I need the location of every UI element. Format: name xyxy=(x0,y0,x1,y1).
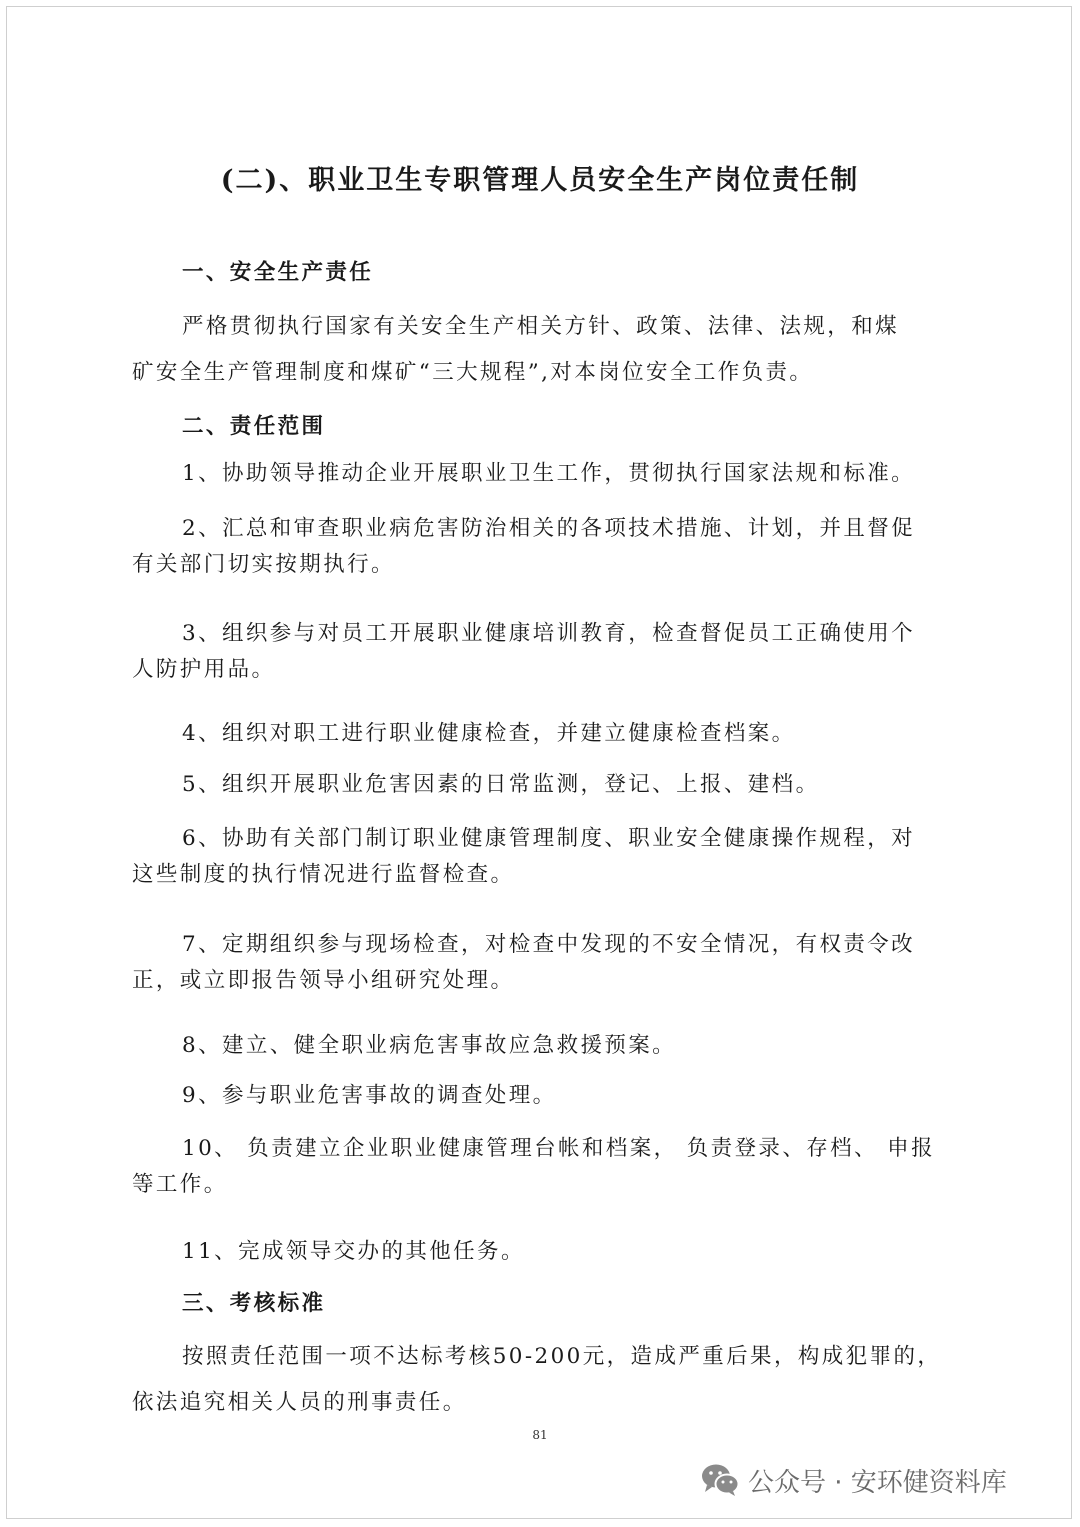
list-item-7: 7、定期组织参与现场检查，对检查中发现的不安全情况，有权责令改 xyxy=(182,932,916,957)
section-heading-3: 三、考核标准 xyxy=(182,1291,326,1316)
list-item-10-continued: 等工作。 xyxy=(132,1172,228,1197)
page-title: (二)、职业卫生专职管理人员安全生产岗位责任制 xyxy=(220,165,860,196)
paragraph-line: 按照责任范围一项不达标考核50-200元，造成严重后果，构成犯罪的， xyxy=(182,1344,942,1369)
list-item-2-continued: 有关部门切实按期执行。 xyxy=(132,552,395,577)
paragraph-line: 依法追究相关人员的刑事责任。 xyxy=(132,1390,467,1415)
watermark-text: 公众号 · 安环健资料库 xyxy=(748,1467,1007,1498)
list-item-6: 6、协助有关部门制订职业健康管理制度、职业安全健康操作规程，对 xyxy=(182,826,916,851)
page-number: 81 xyxy=(532,1428,548,1442)
list-item-10: 10、 负责建立企业职业健康管理台帐和档案， 负责登录、存档、 申报 xyxy=(182,1136,935,1161)
watermark xyxy=(700,1456,1007,1504)
list-item-4: 4、组织对职工进行职业健康检查，并建立健康检查档案。 xyxy=(182,721,796,746)
page-border xyxy=(6,6,1072,1519)
list-item-9: 9、参与职业危害事故的调查处理。 xyxy=(182,1083,557,1108)
list-item-1: 1、协助领导推动企业开展职业卫生工作，贯彻执行国家法规和标准。 xyxy=(182,461,916,486)
list-item-3-continued: 人防护用品。 xyxy=(132,657,276,682)
list-item-3: 3、组织参与对员工开展职业健康培训教育，检查督促员工正确使用个 xyxy=(182,621,916,646)
list-item-6-continued: 这些制度的执行情况进行监督检查。 xyxy=(132,862,515,887)
list-item-11: 11、完成领导交办的其他任务。 xyxy=(182,1239,525,1264)
paragraph-line: 严格贯彻执行国家有关安全生产相关方针、政策、法律、法规，和煤 xyxy=(182,314,900,339)
list-item-2: 2、汇总和审查职业病危害防治相关的各项技术措施、计划，并且督促 xyxy=(182,516,916,541)
list-item-5: 5、组织开展职业危害因素的日常监测，登记、上报、建档。 xyxy=(182,772,820,797)
wechat-icon xyxy=(700,1462,740,1498)
list-item-8: 8、建立、健全职业病危害事故应急救援预案。 xyxy=(182,1033,677,1058)
paragraph-line: 矿安全生产管理制度和煤矿“三大规程”,对本岗位安全工作负责。 xyxy=(132,360,814,385)
section-heading-1: 一、安全生产责任 xyxy=(182,260,374,285)
list-item-7-continued: 正，或立即报告领导小组研究处理。 xyxy=(132,968,515,993)
section-heading-2: 二、责任范围 xyxy=(182,414,326,439)
